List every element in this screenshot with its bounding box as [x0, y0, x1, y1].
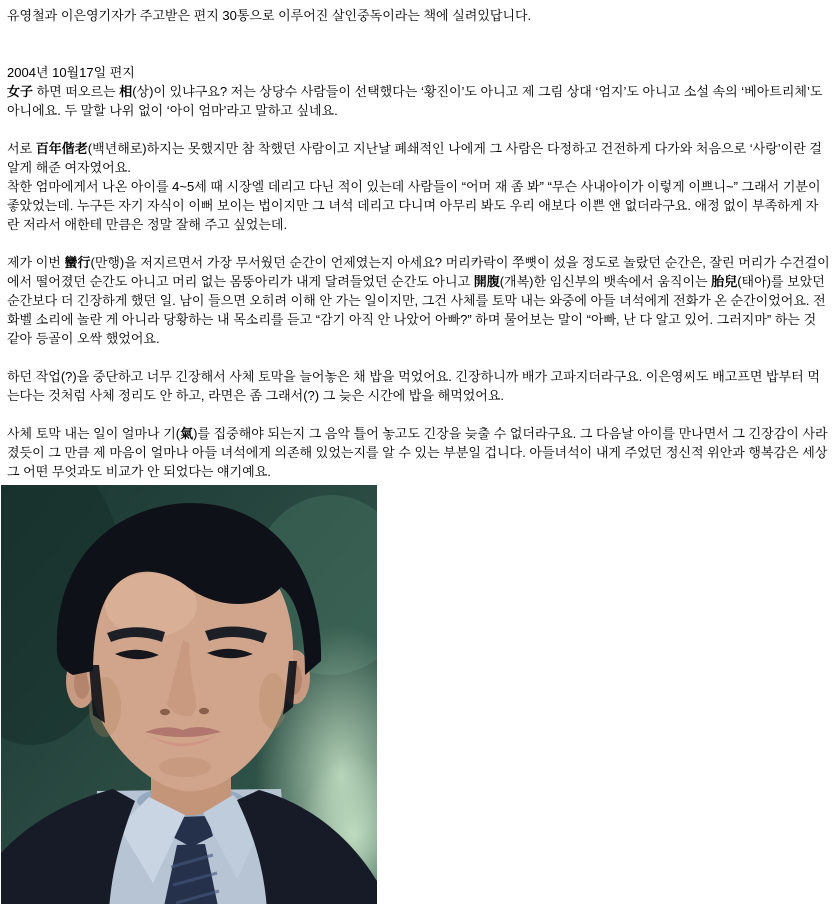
- body-text: 사체 토막 내는 일이 얼마나 기(: [7, 426, 181, 441]
- text-line: [7, 6, 830, 25]
- body-text: (백년해로)하지는 못했지만 참 착했던 사람이고 지난날 폐쇄적인 나에게 그 사람은 다정하고 건전하게 다가와 처음으로 ‘사랑’이란 걸 알게 해준 여자였어요.: [7, 141, 822, 175]
- text-block: [7, 253, 830, 348]
- body-text: (상)이 있냐구요? 저는 상당수 사람들이 선택했다는 ‘황진이’도 아니고 제 그림 상대 ‘엄지’도 아니고 소설 속의 ‘베아트리체’도 아니에요. 두 말할 나위 없이 ‘아이 엄마’라고 말하고 싶네요.: [7, 84, 823, 118]
- text-line: [7, 63, 830, 82]
- portrait-illustration: [1, 485, 377, 904]
- portrait-photo: [1, 485, 377, 904]
- text-block: [7, 6, 830, 25]
- text-line: [7, 139, 830, 177]
- hanja-text: 胎兒: [711, 274, 738, 289]
- body-text: (만행)을 저지르면서 가장 무서웠던 순간이 언제였는지 아세요? 머리카락이 쭈뼛이 섰을 정도로 놀랐던 순간은, 잘린 머리가 수건걸이에서 떨어졌던 순간도 아니고 머리 없는 몸뚱아리가 내게 달려들었던 순간도 아니고: [7, 255, 830, 289]
- body-text: )를 집중해야 되는지 그 음악 틀어 놓고도 긴장을 늦출 수 없더라구요. 그 다음날 아이를 만나면서 그 긴장감이 사라졌듯이 그 만큼 제 마음이 얼마나 아들 녀석에게 의존해 있었는지를 알 수 있는 부분일 겁니다. 아들녀석이 내게 주었던 정신적 위안과 행복감은 세상 그 어떤 무엇과도 비교가 안 되었다는 얘기예요.: [7, 426, 828, 479]
- body-text: 제가 이번: [7, 255, 65, 270]
- body-text: (개복)한 임신부의 뱃속에서 움직이는: [499, 274, 712, 289]
- text-block: [7, 139, 830, 234]
- body-text: 유영철과 이은영기자가 주고받은 편지 30통으로 이루어진 살인중독이라는 책에 실려있답니다.: [7, 8, 532, 23]
- body-text: 하던 작업(?)을 중단하고 너무 긴장해서 사체 토막을 늘어놓은 채 밥을 먹었어요. 긴장하니까 배가 고파지더라구요. 이은영씨도 배고프면 밥부터 먹는다는 것처럼 사체 정리도 안 하고, 라면은 좀 그래서(?) 그 늦은 시간에 밥을 해먹었어요.: [7, 369, 820, 403]
- text-block: [7, 424, 830, 481]
- body-text: 착한 엄마에게서 나온 아이를 4~5세 때 시장엘 데리고 다닌 적이 있는데 사람들이 “어머 재 좀 봐” “무슨 사내아이가 이렇게 이쁘니~” 그래서 기분이 좋았었는데. 누구든 자기 자식이 이뻐 보이는 법이지만 그 녀석 데리고 다니며 아무리 봐도 우리 애보다 이쁜 앤 없더라구요. 애정 없이 부족하게 자란 저라서 애한테 만큼은 정말 잘해 주고 싶었는데.: [7, 179, 821, 232]
- text-line: [7, 424, 830, 481]
- body-text: 2004년 10월17일 편지: [7, 65, 135, 80]
- body-text: 하면 떠오르는: [33, 84, 120, 99]
- text-block: [7, 367, 830, 405]
- body-text: 서로: [7, 141, 36, 156]
- hanja-text: 蠻行: [64, 255, 91, 270]
- hanja-text: 女子: [7, 84, 34, 99]
- hanja-text: 相: [119, 84, 133, 99]
- hanja-text: 百年偕老: [35, 141, 88, 156]
- text-line: [7, 367, 830, 405]
- text-line: [7, 82, 830, 120]
- body-text: (태아)를 보았던 순간보다 더 긴장하게 했던 일. 남이 들으면 오히려 이해 안 가는 일이지만, 그건 사체를 토막 내는 와중에 아들 녀석에게 전화가 온 순간이었어요. 전화벨 소리에 놀란 게 아니라 당황하는 내 목소리를 듣고 “감기 아직 안 나았어 아빠?” 하며 물어보는 말이 “아빠, 난 다 알고 있어. 그러지마” 하는 것 같아 등골이 오싹 했었어요.: [7, 274, 826, 346]
- text-block: [7, 63, 830, 120]
- text-line: [7, 253, 830, 348]
- hanja-text: 開腹: [473, 274, 500, 289]
- text-line: [7, 177, 830, 234]
- hanja-text: 氣: [180, 426, 194, 441]
